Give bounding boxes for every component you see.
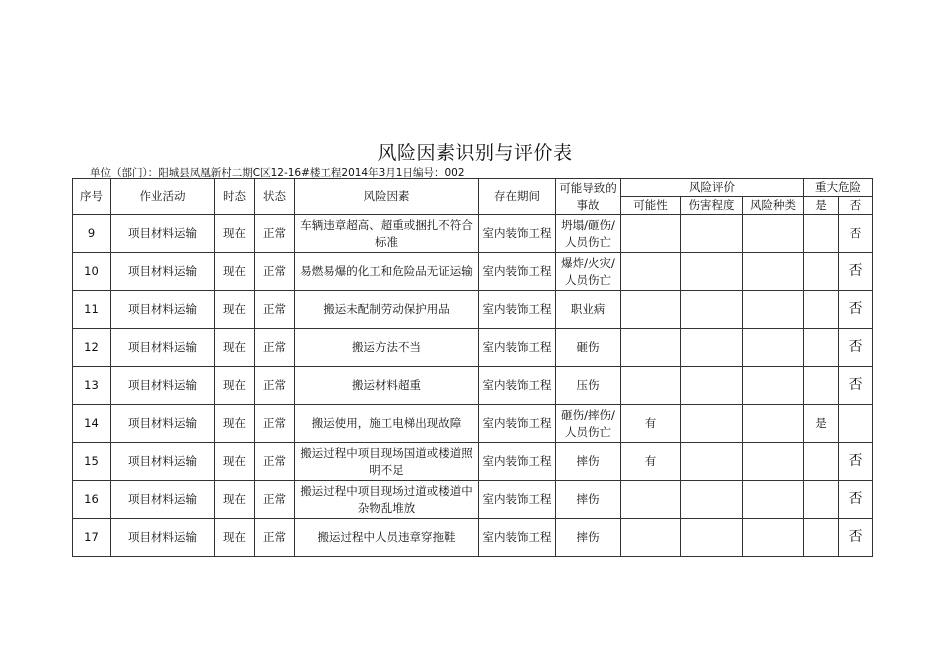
table-row — [73, 443, 873, 481]
cell-factor: 搬运使用，施工电梯出现故障 — [295, 405, 479, 443]
header-yes: 是 — [804, 197, 839, 215]
cell-risk-type — [743, 481, 804, 519]
cell-period: 室内装饰工程 — [479, 519, 556, 557]
cell-period: 室内装饰工程 — [479, 329, 556, 367]
cell-severity — [681, 329, 743, 367]
cell-no: 否 — [839, 367, 873, 405]
table-row — [73, 367, 873, 405]
cell-no: 否 — [839, 253, 873, 291]
cell-state: 正常 — [255, 405, 295, 443]
cell-severity — [681, 481, 743, 519]
page-title: 风险因素识别与评价表 — [377, 142, 573, 164]
cell-seq: 14 — [73, 405, 111, 443]
cell-no: 否 — [839, 481, 873, 519]
cell-yes — [804, 443, 839, 481]
cell-seq: 17 — [73, 519, 111, 557]
cell-period: 室内装饰工程 — [479, 253, 556, 291]
cell-factor: 搬运过程中人员违章穿拖鞋 — [295, 519, 479, 557]
table-row — [73, 481, 873, 519]
header-accident: 可能导致的事故 — [556, 179, 621, 215]
cell-no: 否 — [839, 443, 873, 481]
cell-yes — [804, 215, 839, 253]
unit-info: 单位（部门）：阳城县凤凰新村二期C区12-16#楼工程2014年3月1日编号：002 — [90, 167, 465, 179]
cell-factor: 易燃易爆的化工和危险品无证运输 — [295, 253, 479, 291]
table-row — [73, 253, 873, 291]
cell-accident: 砸伤 — [556, 329, 621, 367]
cell-accident: 摔伤 — [556, 481, 621, 519]
cell-factor: 搬运过程中项目现场过道或楼道中杂物乱堆放 — [295, 481, 479, 519]
table-row — [73, 519, 873, 557]
cell-accident: 职业病 — [556, 291, 621, 329]
cell-activity: 项目材料运输 — [111, 215, 215, 253]
cell-seq: 9 — [73, 215, 111, 253]
header-period: 存在期间 — [479, 179, 556, 215]
cell-no: 否 — [839, 215, 873, 253]
cell-accident: 压伤 — [556, 367, 621, 405]
cell-risk-type — [743, 291, 804, 329]
header-severity: 伤害程度 — [681, 197, 743, 215]
header-major: 重大危险 — [804, 179, 873, 197]
cell-accident: 爆炸/火灾/人员伤亡 — [556, 253, 621, 291]
cell-period: 室内装饰工程 — [479, 367, 556, 405]
cell-possibility: 有 — [621, 443, 681, 481]
cell-tense: 现在 — [215, 519, 255, 557]
cell-risk-type — [743, 405, 804, 443]
cell-period: 室内装饰工程 — [479, 443, 556, 481]
cell-activity: 项目材料运输 — [111, 443, 215, 481]
table-row — [73, 405, 873, 443]
cell-risk-type — [743, 519, 804, 557]
cell-severity — [681, 253, 743, 291]
cell-yes — [804, 519, 839, 557]
cell-seq: 16 — [73, 481, 111, 519]
table-row — [73, 291, 873, 329]
cell-yes: 是 — [804, 405, 839, 443]
cell-state: 正常 — [255, 443, 295, 481]
cell-activity: 项目材料运输 — [111, 253, 215, 291]
cell-activity: 项目材料运输 — [111, 481, 215, 519]
cell-no: 否 — [839, 329, 873, 367]
risk-table — [72, 178, 873, 557]
cell-severity — [681, 367, 743, 405]
cell-tense: 现在 — [215, 481, 255, 519]
cell-activity: 项目材料运输 — [111, 405, 215, 443]
cell-risk-type — [743, 329, 804, 367]
cell-possibility — [621, 481, 681, 519]
cell-period: 室内装饰工程 — [479, 215, 556, 253]
cell-seq: 13 — [73, 367, 111, 405]
cell-seq: 11 — [73, 291, 111, 329]
cell-state: 正常 — [255, 253, 295, 291]
cell-severity — [681, 519, 743, 557]
table-row — [73, 329, 873, 367]
cell-tense: 现在 — [215, 367, 255, 405]
cell-possibility — [621, 329, 681, 367]
cell-severity — [681, 291, 743, 329]
cell-activity: 项目材料运输 — [111, 329, 215, 367]
cell-yes — [804, 481, 839, 519]
cell-severity — [681, 443, 743, 481]
cell-no — [839, 405, 873, 443]
cell-no: 否 — [839, 291, 873, 329]
cell-tense: 现在 — [215, 291, 255, 329]
cell-accident: 坍塌/砸伤/人员伤亡 — [556, 215, 621, 253]
cell-tense: 现在 — [215, 405, 255, 443]
header-factor: 风险因素 — [295, 179, 479, 215]
cell-yes — [804, 329, 839, 367]
cell-accident: 摔伤 — [556, 519, 621, 557]
cell-tense: 现在 — [215, 215, 255, 253]
cell-possibility — [621, 215, 681, 253]
cell-state: 正常 — [255, 367, 295, 405]
cell-severity — [681, 405, 743, 443]
cell-accident: 摔伤 — [556, 443, 621, 481]
cell-possibility — [621, 519, 681, 557]
cell-state: 正常 — [255, 329, 295, 367]
cell-tense: 现在 — [215, 443, 255, 481]
header-seq: 序号 — [73, 179, 111, 215]
header-eval: 风险评价 — [621, 179, 804, 197]
cell-state: 正常 — [255, 215, 295, 253]
cell-risk-type — [743, 367, 804, 405]
header-activity: 作业活动 — [111, 179, 215, 215]
cell-period: 室内装饰工程 — [479, 291, 556, 329]
cell-risk-type — [743, 215, 804, 253]
cell-possibility — [621, 291, 681, 329]
cell-factor: 搬运过程中项目现场国道或楼道照明不足 — [295, 443, 479, 481]
cell-factor: 车辆违章超高、超重或捆扎不符合标准 — [295, 215, 479, 253]
cell-activity: 项目材料运输 — [111, 291, 215, 329]
cell-tense: 现在 — [215, 329, 255, 367]
cell-risk-type — [743, 443, 804, 481]
cell-possibility — [621, 367, 681, 405]
cell-state: 正常 — [255, 481, 295, 519]
cell-tense: 现在 — [215, 253, 255, 291]
cell-period: 室内装饰工程 — [479, 481, 556, 519]
cell-possibility: 有 — [621, 405, 681, 443]
cell-factor: 搬运材料超重 — [295, 367, 479, 405]
cell-seq: 10 — [73, 253, 111, 291]
table-row — [73, 215, 873, 253]
cell-activity: 项目材料运输 — [111, 367, 215, 405]
cell-yes — [804, 291, 839, 329]
cell-yes — [804, 253, 839, 291]
cell-possibility — [621, 253, 681, 291]
header-possibility: 可能性 — [621, 197, 681, 215]
header-no: 否 — [839, 197, 873, 215]
header-state: 状态 — [255, 179, 295, 215]
cell-period: 室内装饰工程 — [479, 405, 556, 443]
cell-severity — [681, 215, 743, 253]
cell-state: 正常 — [255, 291, 295, 329]
cell-no: 否 — [839, 519, 873, 557]
header-risk-type: 风险种类 — [743, 197, 804, 215]
cell-state: 正常 — [255, 519, 295, 557]
header-tense: 时态 — [215, 179, 255, 215]
cell-factor: 搬运方法不当 — [295, 329, 479, 367]
cell-seq: 15 — [73, 443, 111, 481]
cell-activity: 项目材料运输 — [111, 519, 215, 557]
cell-yes — [804, 367, 839, 405]
cell-factor: 搬运未配制劳动保护用品 — [295, 291, 479, 329]
cell-accident: 砸伤/摔伤/人员伤亡 — [556, 405, 621, 443]
cell-risk-type — [743, 253, 804, 291]
cell-seq: 12 — [73, 329, 111, 367]
